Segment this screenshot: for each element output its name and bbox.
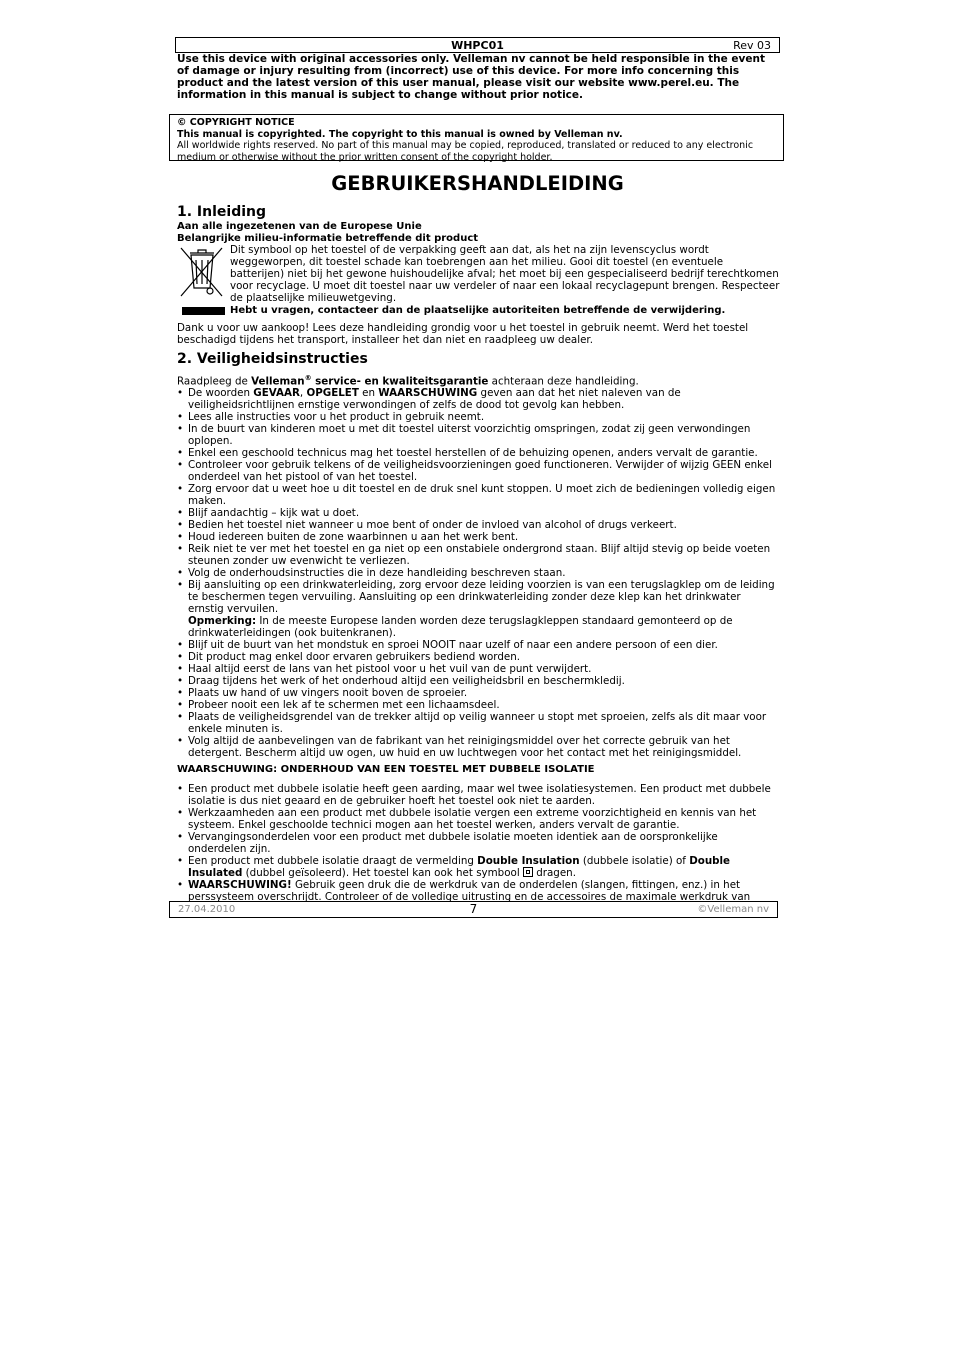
safety-intro: [177, 372, 777, 387]
list-item: • Een product met dubbele isolatie heeft geen aarding, maar wel twee isolatiesystemen. Een product met dubbele isolatie is dus niet geaard en de gebruiker hoeft het toestel ook niet te aarden.: [177, 783, 777, 807]
page-title: GEBRUIKERSHANDLEIDING: [331, 172, 624, 195]
crossed-out-wheelie-bin-icon: [179, 246, 224, 298]
list-item: • Blijf uit de buurt van het mondstuk en sproei NOOIT naar uzelf of naar een andere persoon of een dier.: [177, 639, 777, 651]
di-double-insulated: Double Insulated: [188, 855, 731, 880]
page-number: 7: [469, 902, 478, 916]
copyright-heading: © COPYRIGHT NOTICE: [177, 117, 295, 128]
disclaimer: Use this device with original accessories only. Velleman nv cannot be held responsible in the event of damage or injury resulting from (incorrect) use of this device. For more info concerning this product and the latest version of this user manual, please visit our website www.perel.eu. The information in this manual is subject to change without prior notice.: [177, 53, 765, 101]
b1-pre: De woorden: [188, 387, 254, 400]
di-double-insulation: Double Insulation: [477, 855, 580, 868]
weee-bold-text: Hebt u vragen, contacteer dan de plaatselijke autoriteiten betreffende de verwijdering.: [230, 305, 726, 316]
header-box: [175, 37, 780, 53]
safety-content: [177, 372, 777, 903]
note: [177, 615, 777, 639]
list-item: • In de buurt van kinderen moet u met dit toestel uiterst voorzichtig omspringen, zodat zij geen verwondingen oplopen.: [177, 423, 777, 447]
intro-bold: service- en kwaliteitsgarantie: [311, 375, 489, 388]
intro-pre: Raadpleeg de: [177, 375, 252, 388]
word-waarschuwing: WAARSCHUWING: [378, 387, 478, 400]
di-pre: Een product met dubbele isolatie draagt de vermelding: [188, 855, 478, 868]
intro-brand: Velleman: [251, 375, 305, 388]
section-heading-inleiding: 1. Inleiding: [177, 204, 267, 220]
di-mid: (dubbele isolatie) of: [579, 855, 690, 868]
model-number: WHPC01: [451, 39, 504, 52]
warning-label: WAARSCHUWING!: [188, 879, 292, 892]
list-item: • Probeer nooit een lek af te schermen met een lichaamsdeel.: [177, 699, 777, 711]
word-opgelet: OPGELET: [306, 387, 359, 400]
list-item: • Dit product mag enkel door ervaren gebruikers bediend worden.: [177, 651, 777, 663]
intro-post: achteraan deze handleiding.: [488, 375, 639, 388]
list-item: • Werkzaamheden aan een product met dubbele isolatie vergen een extreme voorzichtigheid en kennis van het systeem. Enkel geschoolde technici mogen aan het toestel werken, anders vervalt de garantie.: [177, 807, 777, 831]
revision: Rev 03: [733, 39, 771, 52]
double-insulation-list: [177, 783, 777, 903]
b1-sep2: en: [358, 387, 379, 400]
safety-list: [177, 387, 777, 615]
b1-sep1: ,: [299, 387, 307, 400]
list-item: • Draag tijdens het werk of het onderhoud altijd een veiligheidsbril en beschermkledij.: [177, 675, 777, 687]
note-text: In de meeste Europese landen worden deze terugslagkleppen standaard gemonteerd op de drinkwaterleidingen (ook buitenkranen).: [188, 615, 733, 640]
di-end: dragen.: [532, 867, 576, 880]
double-insulation-warning-heading: WAARSCHUWING: ONDERHOUD VAN EEN TOESTEL MET DUBBELE ISOLATIE: [177, 764, 595, 776]
list-item: • Bedien het toestel niet wanneer u moe bent of onder de invloed van alcohol of drugs verkeert.: [177, 519, 777, 531]
b1-post: geven aan dat het niet naleven van de veiligheidsrichtlijnen ernstige verwondingen of zelfs de dood tot gevolg kan hebben.: [188, 387, 681, 412]
list-item: • Volg altijd de aanbevelingen van de fabrikant van het reinigingsmiddel over het correcte gebruik van het detergent. Bescherm altijd uw ogen, uw huid en uw luchtwegen voor het contact met het reinigingsmiddel.: [177, 735, 777, 759]
list-item: • Haal altijd eerst de lans van het pistool voor u het vuil van de punt verwijdert.: [177, 663, 777, 675]
copyright-notice: [169, 114, 784, 161]
list-item: [177, 879, 777, 903]
list-item: • Plaats de veiligheidsgrendel van de trekker altijd op veilig wanneer u stopt met sproeien, zelfs als dit maar voor enkele minuten is.: [177, 711, 777, 735]
environment-info-heading: Belangrijke milieu-informatie betreffende dit product: [177, 233, 479, 244]
list-item: [177, 855, 777, 879]
double-insulation-icon: [523, 867, 533, 877]
registered-mark: ®: [304, 374, 312, 382]
copyright-bold-line: This manual is copyrighted. The copyright to this manual is owned by Velleman nv.: [177, 128, 623, 140]
word-gevaar: GEVAAR: [253, 387, 300, 400]
copyright-text: All worldwide rights reserved. No part of this manual may be copied, reproduced, translated or reduced to any electronic medium or otherwise without the prior written consent of the copyright holder.: [177, 140, 754, 163]
list-item: [177, 387, 777, 411]
section-heading-safety: 2. Veiligheidsinstructies: [177, 351, 368, 367]
list-item: • Reik niet te ver met het toestel en ga niet op een onstabiele ondergrond staan. Blijf altijd stevig op beide voeten steunen zonder uw evenwicht te verliezen.: [177, 543, 777, 567]
weee-text: Dit symbool op het toestel of de verpakking geeft aan dat, als het na zijn levenscyclus wordt weggeworpen, dit toestel schade kan toebrengen aan het milieu. Gooi dit toestel (en eventuele batterijen) niet bij het gewone huishoudelijke afval; het moet bij een gespecialiseerd bedrijf terechtkomen voor recyclage. U moet dit toestel naar uw verdeler of naar een lokaal recyclagepunt brengen. Respecteer de plaatselijke milieuwetgeving.: [230, 244, 780, 304]
list-item: • Bij aansluiting op een drinkwaterleiding, zorg ervoor deze leiding voorzien is van een terugslagklep om de leiding te beschermen tegen vervuiling. Aansluiting op een drinkwaterleiding zonder deze klep kan het drinkwater ernstig vervuilen.: [177, 579, 777, 615]
list-item: • Zorg ervoor dat u weet hoe u dit toestel en de druk snel kunt stoppen. U moet zich de bedieningen volledig eigen maken.: [177, 483, 777, 507]
list-item: • Blijf aandachtig – kijk wat u doet.: [177, 507, 777, 519]
eu-residents-heading: Aan alle ingezetenen van de Europese Unie: [177, 221, 422, 232]
list-item: • Volg de onderhoudsinstructies die in deze handleiding beschreven staan.: [177, 567, 777, 579]
footer-copyright: ©Velleman nv: [697, 904, 769, 915]
di-post: (dubbel geïsoleerd). Het toestel kan ook het symbool: [242, 867, 523, 880]
footer-box: [169, 901, 778, 918]
list-item: • Vervangingsonderdelen voor een product met dubbele isolatie moeten identiek aan de oorspronkelijke onderdelen zijn.: [177, 831, 777, 855]
footer-date: 27.04.2010: [178, 904, 236, 915]
list-item: • Houd iedereen buiten de zone waarbinnen u aan het werk bent.: [177, 531, 777, 543]
list-item: • Lees alle instructies voor u het product in gebruik neemt.: [177, 411, 777, 423]
safety-list-continued: [177, 639, 777, 759]
thanks-text: Dank u voor uw aankoop! Lees deze handleiding grondig voor u het toestel in gebruik neemt. Werd het toestel beschadigd tijdens het transport, installeer het dan niet en raadpleeg uw dealer.: [177, 322, 749, 346]
note-label: Opmerking:: [188, 615, 257, 628]
list-item: • Controleer voor gebruik telkens of de veiligheidsvoorzieningen goed functioneren. Verwijder of wijzig GEEN enkel onderdeel van het pistool of van het toestel.: [177, 459, 777, 483]
list-item: • Plaats uw hand of uw vingers nooit boven de sproeier.: [177, 687, 777, 699]
warning-text: Gebruik geen druk die de werkdruk van de onderdelen (slangen, fittingen, enz.) in het perssysteem overschrijdt. Controleer of de volledige uitrusting en de accessoires de maximale werkdruk van: [188, 879, 751, 904]
list-item: • Enkel een geschoold technicus mag het toestel herstellen of de behuizing openen, anders vervalt de garantie.: [177, 447, 777, 459]
black-bar: [182, 307, 225, 315]
